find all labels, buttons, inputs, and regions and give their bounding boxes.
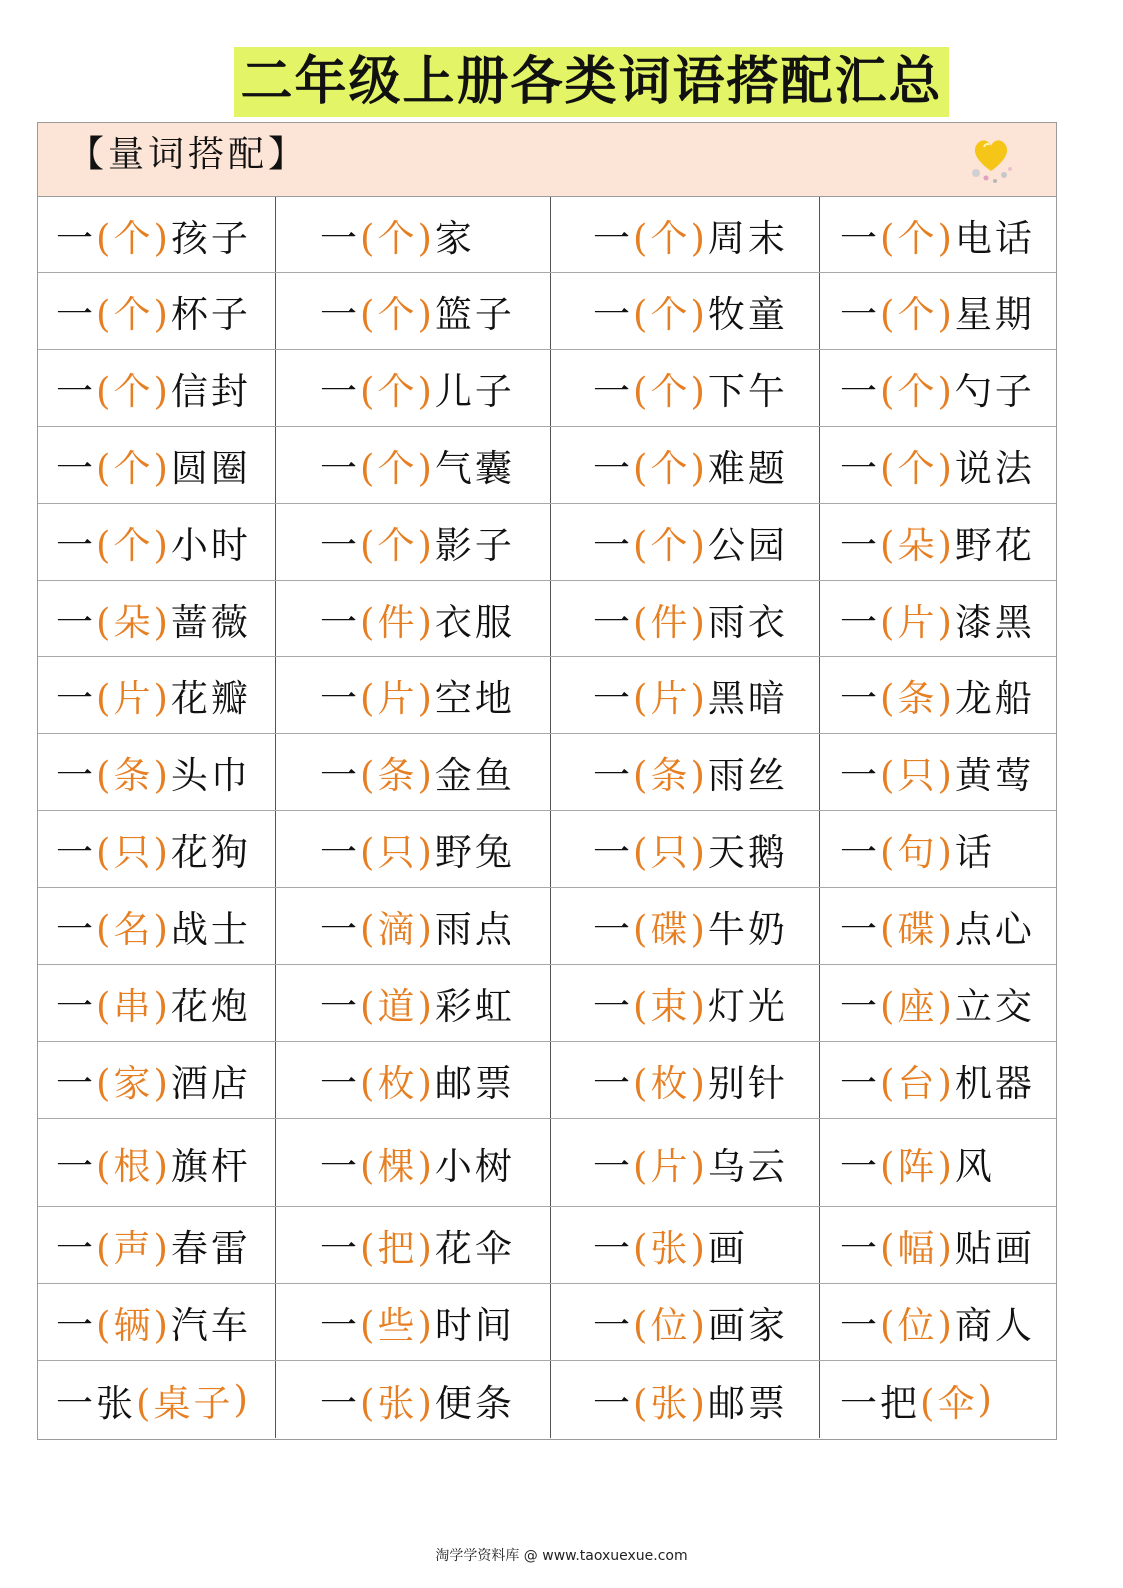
measure-word: 把	[377, 1227, 418, 1270]
phrase-prefix: 一(	[56, 985, 114, 1028]
phrase-suffix: )天鹅	[690, 831, 788, 874]
measure-word: 只	[650, 831, 691, 874]
phrase-prefix: 一(	[593, 447, 651, 490]
phrase-prefix: 一(	[593, 216, 651, 260]
word-cell	[820, 888, 1056, 964]
phrase-suffix: )商人	[937, 1304, 1035, 1347]
phrase-prefix: 一(	[840, 524, 898, 567]
measure-word: 名	[113, 908, 154, 951]
phrase-prefix: 一(	[320, 370, 378, 413]
measure-word: 个	[113, 293, 154, 336]
phrase-suffix: )野花	[937, 524, 1035, 567]
phrase-suffix: )立交	[937, 985, 1035, 1028]
measure-word: 条	[377, 754, 418, 797]
phrase-suffix: )汽车	[153, 1304, 251, 1347]
phrase-suffix: )气囊	[417, 447, 515, 490]
word-cell	[38, 657, 276, 733]
phrase-prefix: 一(	[840, 985, 898, 1028]
phrase-suffix: )别针	[690, 1062, 788, 1105]
phrase-prefix: 一(	[320, 524, 378, 567]
word-cell	[551, 1361, 820, 1438]
word-cell	[276, 1042, 551, 1118]
phrase-prefix: 一(	[56, 216, 114, 260]
phrase-suffix: )灯光	[690, 985, 788, 1028]
phrase-suffix: )邮票	[690, 1381, 788, 1425]
phrase-prefix: 一(	[56, 600, 114, 644]
measure-word: 伞	[937, 1381, 978, 1425]
heart-icon	[964, 131, 1018, 185]
word-cell	[38, 734, 276, 810]
table-row	[38, 811, 1056, 888]
phrase-prefix: 一(	[840, 1304, 898, 1347]
phrase-suffix: )	[233, 1378, 251, 1421]
phrase-prefix: 一(	[56, 831, 114, 874]
phrase-prefix: 一把(	[840, 1381, 938, 1425]
word-cell	[276, 1361, 551, 1438]
phrase-suffix: )信封	[153, 370, 251, 413]
phrase-suffix: )雨衣	[690, 600, 788, 644]
measure-word: 个	[377, 216, 418, 260]
phrase-prefix: 一(	[320, 831, 378, 874]
measure-word: 幅	[897, 1227, 938, 1270]
table-row	[38, 1042, 1056, 1119]
measure-word: 只	[113, 831, 154, 874]
phrase-suffix: )邮票	[417, 1062, 515, 1105]
word-cell	[820, 504, 1056, 580]
table-row	[38, 657, 1056, 734]
word-cell	[276, 734, 551, 810]
table-row	[38, 197, 1056, 273]
word-cell	[38, 350, 276, 426]
word-cell	[276, 657, 551, 733]
word-cell	[820, 965, 1056, 1041]
phrase-prefix: 一(	[593, 1227, 651, 1270]
phrase-prefix: 一(	[840, 293, 898, 336]
phrase-suffix: )金鱼	[417, 754, 515, 797]
phrase-prefix: 一(	[56, 754, 114, 797]
word-cell	[820, 197, 1056, 272]
phrase-suffix: )野兔	[417, 831, 515, 874]
word-cell	[551, 1119, 820, 1206]
word-cell	[820, 581, 1056, 656]
phrase-suffix: )说法	[937, 447, 1035, 490]
phrase-suffix: )小树	[417, 1144, 515, 1188]
phrase-prefix: 一(	[320, 447, 378, 490]
phrase-suffix: )头巾	[153, 754, 251, 797]
measure-word: 个	[113, 370, 154, 413]
measure-word: 条	[897, 677, 938, 720]
phrase-suffix: )乌云	[690, 1144, 788, 1188]
word-cell	[38, 811, 276, 887]
phrase-suffix: )下午	[690, 370, 788, 413]
word-cell	[38, 965, 276, 1041]
phrase-prefix: 一(	[840, 370, 898, 413]
word-cell	[820, 734, 1056, 810]
phrase-suffix: )雨点	[417, 908, 515, 951]
phrase-suffix: )空地	[417, 677, 515, 720]
word-cell	[820, 1361, 1056, 1438]
word-cell	[820, 1042, 1056, 1118]
measure-word: 个	[897, 447, 938, 490]
phrase-suffix: )酒店	[153, 1062, 251, 1105]
phrase-prefix: 一(	[840, 677, 898, 720]
section-header	[38, 123, 1056, 197]
phrase-prefix: 一(	[56, 908, 114, 951]
phrase-suffix: )便条	[417, 1381, 515, 1425]
table-row	[38, 1284, 1056, 1361]
phrase-prefix: 一(	[840, 831, 898, 874]
word-cell	[38, 1361, 276, 1438]
measure-word: 碟	[650, 908, 691, 951]
word-cell	[820, 657, 1056, 733]
measure-word: 个	[113, 524, 154, 567]
measure-word: 个	[377, 293, 418, 336]
word-cell	[551, 888, 820, 964]
measure-word: 束	[650, 985, 691, 1028]
measure-word: 张	[650, 1381, 691, 1425]
phrase-suffix: )黑暗	[690, 677, 788, 720]
phrase-suffix: )牛奶	[690, 908, 788, 951]
phrase-suffix: )龙船	[937, 677, 1035, 720]
measure-word: 声	[113, 1227, 154, 1270]
phrase-suffix: )时间	[417, 1304, 515, 1347]
phrase-prefix: 一(	[840, 447, 898, 490]
phrase-suffix: )风	[937, 1144, 995, 1188]
word-cell	[38, 273, 276, 349]
measure-word: 辆	[113, 1304, 154, 1347]
phrase-suffix: )	[977, 1378, 995, 1421]
word-cell	[820, 427, 1056, 503]
table-row	[38, 504, 1056, 581]
title-area	[0, 47, 1123, 117]
measure-word: 个	[650, 524, 691, 567]
phrase-prefix: 一(	[840, 1144, 898, 1188]
phrase-suffix: )电话	[937, 216, 1035, 260]
phrase-suffix: )话	[937, 831, 995, 874]
phrase-suffix: )机器	[937, 1062, 1035, 1105]
table-row	[38, 1361, 1056, 1438]
measure-word: 朵	[897, 524, 938, 567]
phrase-prefix: 一(	[593, 293, 651, 336]
phrase-suffix: )星期	[937, 293, 1035, 336]
measure-word: 座	[897, 985, 938, 1028]
word-cell	[820, 811, 1056, 887]
word-cell	[276, 888, 551, 964]
table-row	[38, 1119, 1056, 1207]
page-title: 二年级上册各类词语搭配汇总	[234, 47, 948, 117]
table-row	[38, 1207, 1056, 1284]
phrase-suffix: )家	[417, 216, 475, 260]
word-grid	[38, 197, 1056, 1438]
word-cell	[551, 350, 820, 426]
word-cell	[38, 427, 276, 503]
measure-word: 道	[377, 985, 418, 1028]
phrase-prefix: 一(	[320, 754, 378, 797]
measure-word: 朵	[113, 600, 154, 644]
phrase-prefix: 一(	[320, 1144, 378, 1188]
word-cell	[551, 1042, 820, 1118]
word-cell	[276, 504, 551, 580]
measure-word: 个	[113, 216, 154, 260]
phrase-suffix: )勺子	[937, 370, 1035, 413]
phrase-prefix: 一(	[56, 524, 114, 567]
word-cell	[38, 581, 276, 656]
phrase-suffix: )衣服	[417, 600, 515, 644]
phrase-prefix: 一(	[320, 1381, 378, 1425]
phrase-suffix: )漆黑	[937, 600, 1035, 644]
phrase-suffix: )画家	[690, 1304, 788, 1347]
measure-word: 张	[650, 1227, 691, 1270]
phrase-suffix: )蔷薇	[153, 600, 251, 644]
phrase-prefix: 一(	[593, 908, 651, 951]
phrase-prefix: 一(	[56, 677, 114, 720]
phrase-prefix: 一(	[320, 985, 378, 1028]
phrase-prefix: 一(	[593, 600, 651, 644]
phrase-suffix: )杯子	[153, 293, 251, 336]
measure-word: 碟	[897, 908, 938, 951]
phrase-suffix: )影子	[417, 524, 515, 567]
phrase-prefix: 一(	[840, 754, 898, 797]
word-cell	[38, 1042, 276, 1118]
phrase-suffix: )小时	[153, 524, 251, 567]
word-cell	[276, 1119, 551, 1206]
measure-word: 位	[897, 1304, 938, 1347]
phrase-prefix: 一(	[593, 1304, 651, 1347]
measure-word: 位	[650, 1304, 691, 1347]
phrase-prefix: 一(	[593, 754, 651, 797]
word-cell	[551, 273, 820, 349]
phrase-suffix: )圆圈	[153, 447, 251, 490]
word-cell	[820, 350, 1056, 426]
phrase-prefix: 一(	[320, 1227, 378, 1270]
measure-word: 个	[650, 293, 691, 336]
phrase-prefix: 一(	[593, 370, 651, 413]
table-row	[38, 273, 1056, 350]
phrase-suffix: )孩子	[153, 216, 251, 260]
phrase-suffix: )公园	[690, 524, 788, 567]
phrase-prefix: 一(	[840, 908, 898, 951]
phrase-suffix: )春雷	[153, 1227, 251, 1270]
measure-word: 句	[897, 831, 938, 874]
word-cell	[551, 657, 820, 733]
table-row	[38, 888, 1056, 965]
measure-word: 家	[113, 1062, 154, 1105]
phrase-prefix: 一(	[593, 1381, 651, 1425]
measure-word: 个	[897, 293, 938, 336]
measure-word: 片	[113, 677, 154, 720]
phrase-prefix: 一(	[56, 370, 114, 413]
phrase-suffix: )花狗	[153, 831, 251, 874]
word-cell	[551, 1207, 820, 1283]
measure-word: 只	[377, 831, 418, 874]
phrase-prefix: 一(	[320, 600, 378, 644]
word-cell	[551, 811, 820, 887]
phrase-suffix: )战士	[153, 908, 251, 951]
measure-word: 个	[377, 447, 418, 490]
phrase-suffix: )难题	[690, 447, 788, 490]
measure-word: 台	[897, 1062, 938, 1105]
phrase-prefix: 一(	[840, 1227, 898, 1270]
word-cell	[38, 1119, 276, 1206]
word-cell	[551, 197, 820, 272]
measure-word: 个	[650, 370, 691, 413]
word-cell	[38, 197, 276, 272]
measure-word: 条	[650, 754, 691, 797]
table-row	[38, 734, 1056, 811]
word-cell	[276, 811, 551, 887]
word-cell	[276, 1284, 551, 1360]
word-cell	[551, 1284, 820, 1360]
measure-word: 个	[377, 524, 418, 567]
section-title: 【量词搭配】	[68, 134, 309, 175]
word-cell	[38, 1284, 276, 1360]
phrase-suffix: )花瓣	[153, 677, 251, 720]
phrase-suffix: )旗杆	[153, 1144, 251, 1188]
measure-word: 件	[377, 600, 418, 644]
word-cell	[820, 273, 1056, 349]
phrase-prefix: 一(	[593, 985, 651, 1028]
table-row	[38, 350, 1056, 427]
measure-word: 件	[650, 600, 691, 644]
word-cell	[820, 1284, 1056, 1360]
phrase-suffix: )儿子	[417, 370, 515, 413]
phrase-suffix: )花炮	[153, 985, 251, 1028]
measure-word-table	[37, 122, 1057, 1440]
measure-word: 枚	[650, 1062, 691, 1105]
word-cell	[551, 504, 820, 580]
word-cell	[38, 504, 276, 580]
word-cell	[820, 1119, 1056, 1206]
measure-word: 个	[650, 216, 691, 260]
phrase-prefix: 一(	[56, 1144, 114, 1188]
measure-word: 阵	[897, 1144, 938, 1188]
measure-word: 桌子	[153, 1381, 234, 1425]
phrase-prefix: 一(	[320, 908, 378, 951]
phrase-prefix: 一(	[56, 447, 114, 490]
phrase-suffix: )画	[690, 1227, 748, 1270]
word-cell	[551, 965, 820, 1041]
phrase-prefix: 一(	[320, 293, 378, 336]
measure-word: 些	[377, 1304, 418, 1347]
word-cell	[276, 581, 551, 656]
measure-word: 片	[650, 677, 691, 720]
table-row	[38, 965, 1056, 1042]
measure-word: 个	[113, 447, 154, 490]
measure-word: 只	[897, 754, 938, 797]
word-cell	[38, 888, 276, 964]
word-cell	[551, 734, 820, 810]
word-cell	[551, 427, 820, 503]
phrase-prefix: 一(	[593, 677, 651, 720]
footer-credit: 淘学学资料库 @ www.taoxuexue.com	[435, 1548, 688, 1564]
phrase-prefix: 一(	[320, 1304, 378, 1347]
measure-word: 枚	[377, 1062, 418, 1105]
phrase-prefix: 一(	[56, 293, 114, 336]
phrase-suffix: )黄莺	[937, 754, 1035, 797]
measure-word: 棵	[377, 1144, 418, 1188]
word-cell	[551, 581, 820, 656]
word-cell	[276, 273, 551, 349]
phrase-prefix: 一(	[56, 1304, 114, 1347]
measure-word: 条	[113, 754, 154, 797]
phrase-prefix: 一(	[56, 1062, 114, 1105]
phrase-prefix: 一(	[56, 1227, 114, 1270]
measure-word: 串	[113, 985, 154, 1028]
phrase-suffix: )周末	[690, 216, 788, 260]
phrase-prefix: 一(	[593, 524, 651, 567]
phrase-suffix: )贴画	[937, 1227, 1035, 1270]
measure-word: 根	[113, 1144, 154, 1188]
measure-word: 张	[377, 1381, 418, 1425]
phrase-prefix: 一张(	[56, 1381, 154, 1425]
phrase-prefix: 一(	[320, 216, 378, 260]
phrase-suffix: )篮子	[417, 293, 515, 336]
word-cell	[276, 427, 551, 503]
phrase-prefix: 一(	[593, 1144, 651, 1188]
word-cell	[276, 965, 551, 1041]
measure-word: 个	[897, 216, 938, 260]
measure-word: 片	[897, 600, 938, 644]
word-cell	[276, 197, 551, 272]
measure-word: 个	[897, 370, 938, 413]
word-cell	[820, 1207, 1056, 1283]
phrase-suffix: )点心	[937, 908, 1035, 951]
phrase-suffix: )牧童	[690, 293, 788, 336]
table-row	[38, 581, 1056, 657]
phrase-prefix: 一(	[320, 677, 378, 720]
measure-word: 个	[377, 370, 418, 413]
phrase-prefix: 一(	[593, 831, 651, 874]
measure-word: 片	[650, 1144, 691, 1188]
phrase-prefix: 一(	[840, 1062, 898, 1105]
phrase-prefix: 一(	[840, 600, 898, 644]
phrase-suffix: )花伞	[417, 1227, 515, 1270]
word-cell	[276, 350, 551, 426]
phrase-prefix: 一(	[320, 1062, 378, 1105]
phrase-prefix: 一(	[593, 1062, 651, 1105]
measure-word: 个	[650, 447, 691, 490]
word-cell	[38, 1207, 276, 1283]
table-row	[38, 427, 1056, 504]
phrase-prefix: 一(	[840, 216, 898, 260]
phrase-suffix: )雨丝	[690, 754, 788, 797]
measure-word: 滴	[377, 908, 418, 951]
measure-word: 片	[377, 677, 418, 720]
word-cell	[276, 1207, 551, 1283]
phrase-suffix: )彩虹	[417, 985, 515, 1028]
